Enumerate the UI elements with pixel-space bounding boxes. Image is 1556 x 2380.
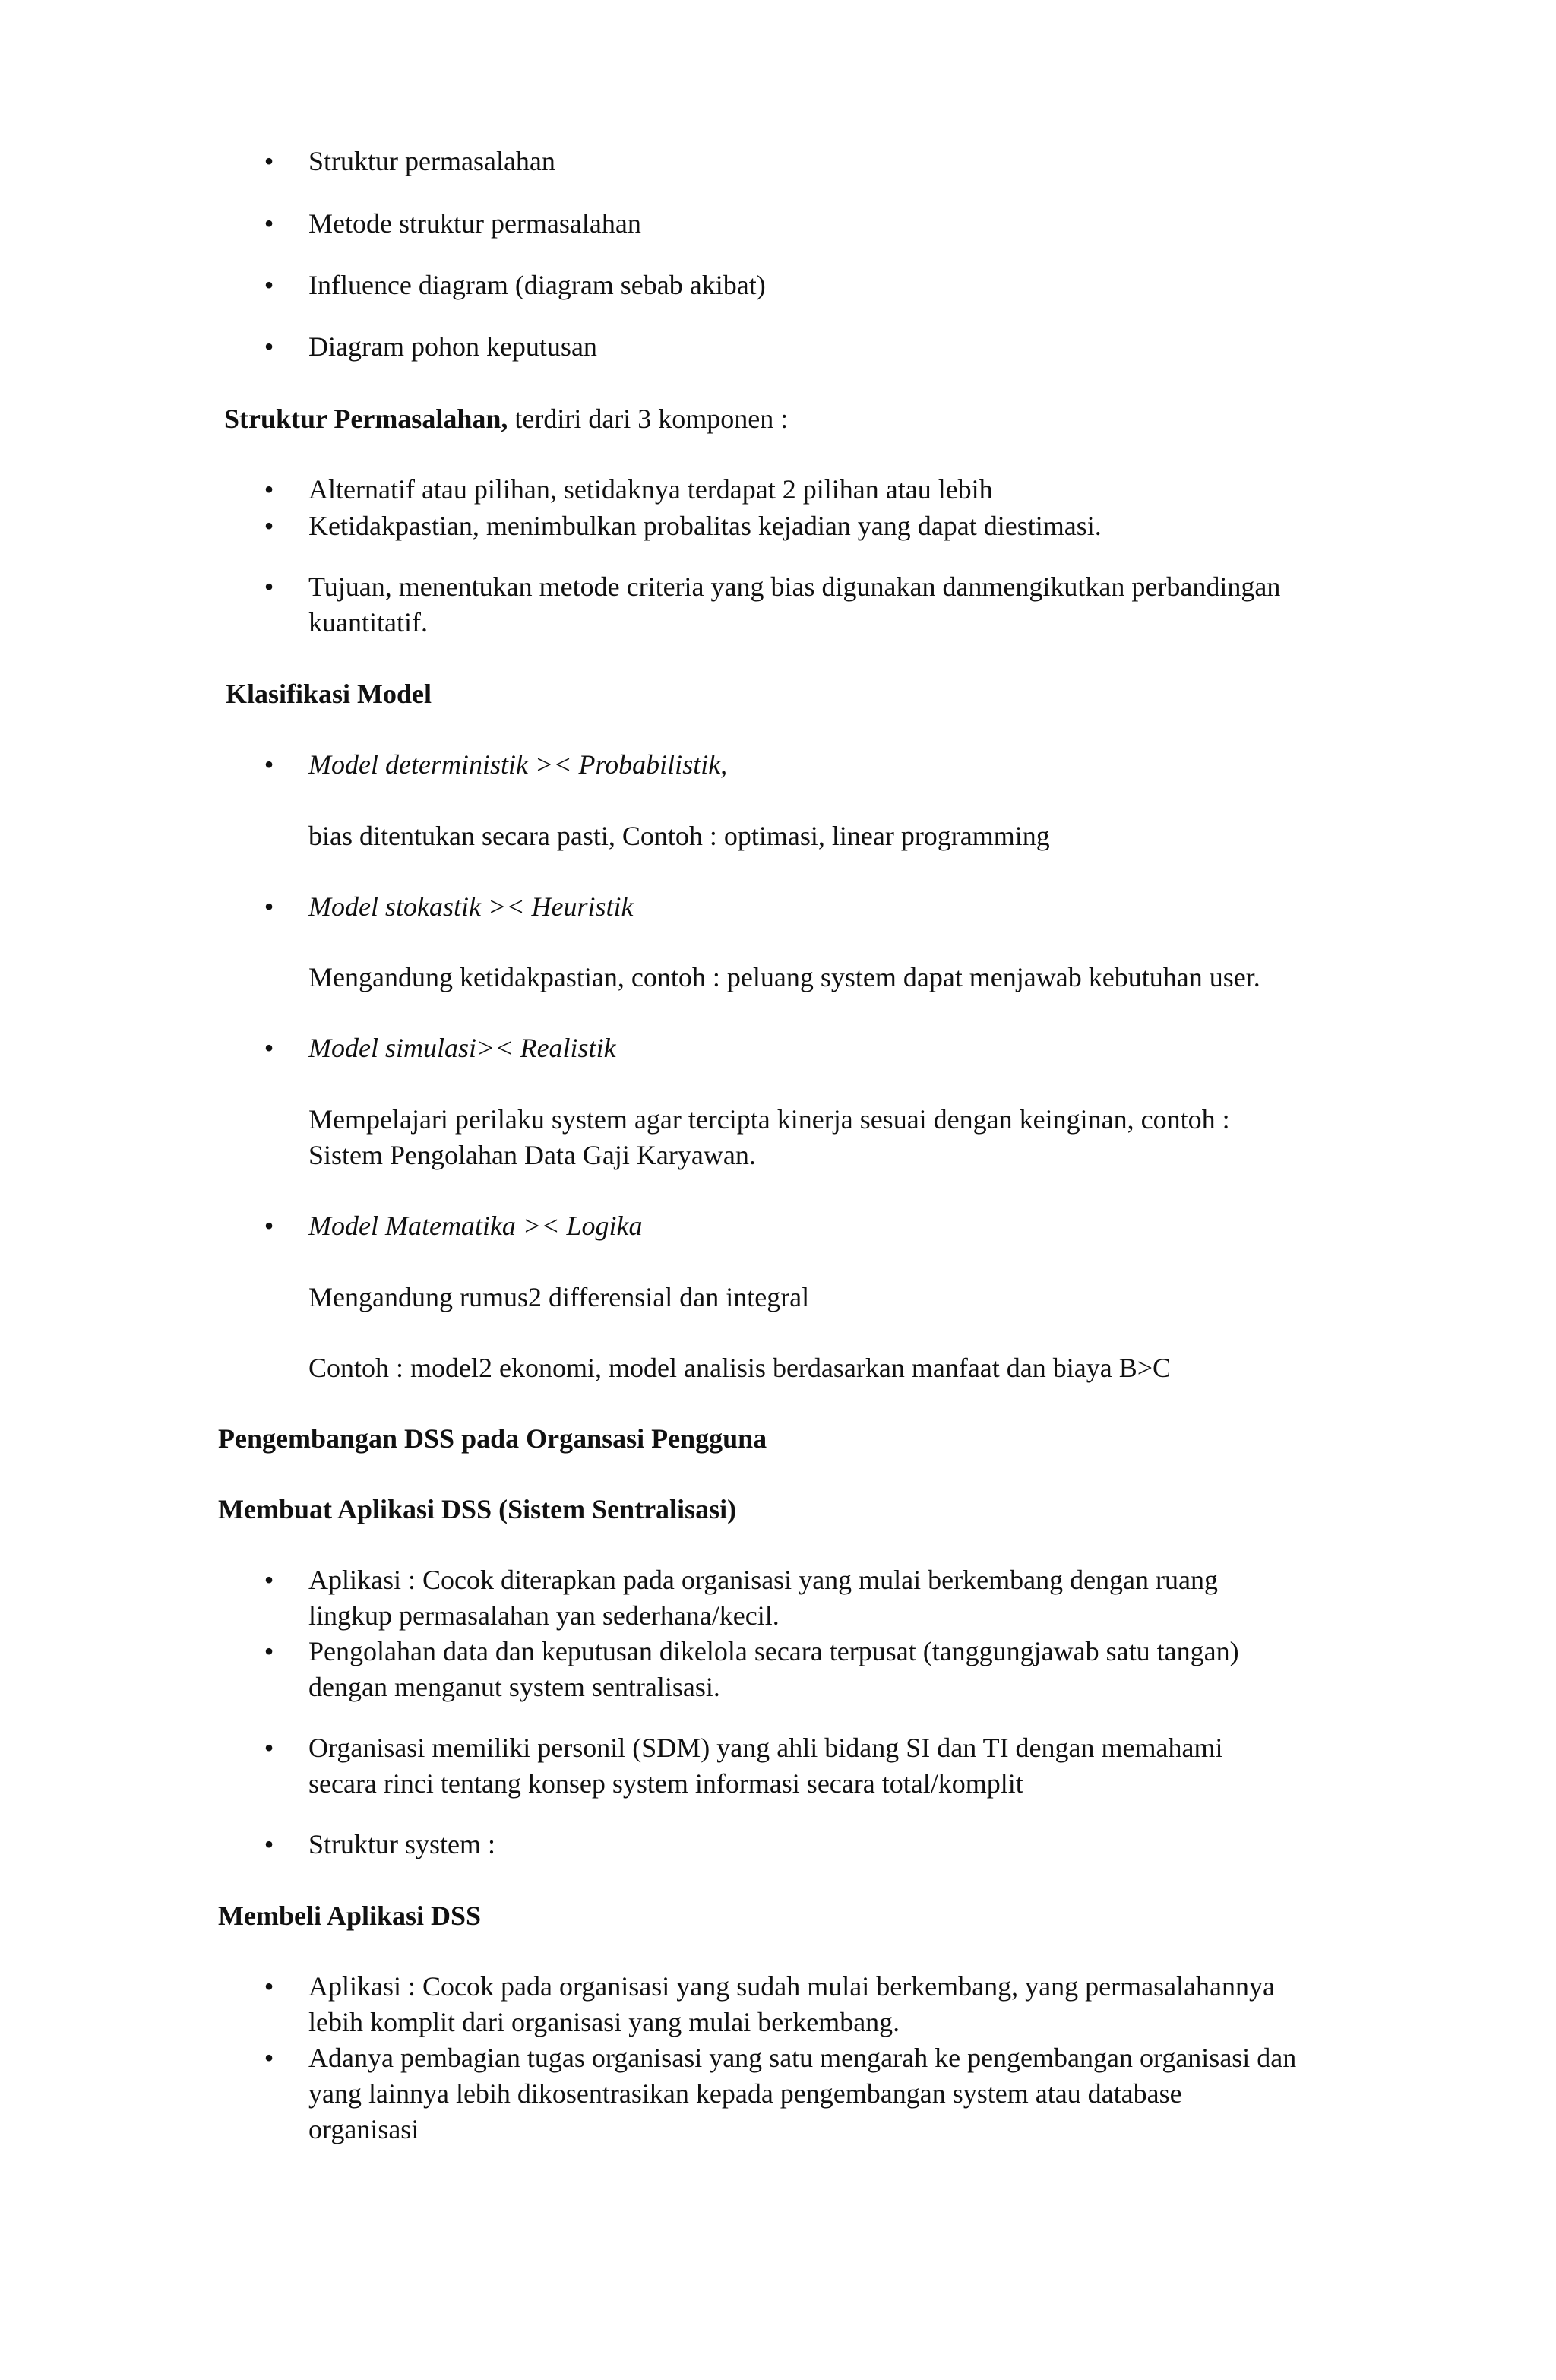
list-item-pembagian-tugas-cont2: organisasi xyxy=(308,2114,419,2144)
list-item-tujuan: Tujuan, menentukan metode criteria yang bias digunakan danmengikutkan perbandingan xyxy=(308,571,1281,602)
list-item-aplikasi-membuat-cont: lingkup permasalahan yan sederhana/kecil. xyxy=(308,1600,780,1631)
model-title-matematika: Model Matematika >< Logika xyxy=(308,1211,643,1241)
bullet-icon: • xyxy=(264,208,274,239)
list-item-alternatif: Alternatif atau pilihan, setidaknya terdapat 2 pilihan atau lebih xyxy=(308,474,993,505)
list-item-pembagian-tugas-cont: yang lainnya lebih dikosentrasikan kepada pengembangan system atau database xyxy=(308,2078,1182,2109)
bullet-icon: • xyxy=(264,749,274,780)
heading-pengembangan-dss: Pengembangan DSS pada Organsasi Pengguna xyxy=(218,1423,767,1454)
list-item-struktur-permasalahan: Struktur permasalahan xyxy=(308,146,555,176)
heading-struktur-rest: terdiri dari 3 komponen : xyxy=(508,404,789,434)
model-desc-simulasi-cont: Sistem Pengolahan Data Gaji Karyawan. xyxy=(308,1140,756,1170)
model-title-simulasi: Model simulasi>< Realistik xyxy=(308,1033,616,1063)
bullet-icon: • xyxy=(264,1033,274,1063)
bullet-icon: • xyxy=(264,1829,274,1859)
heading-klasifikasi-model: Klasifikasi Model xyxy=(226,679,432,709)
list-item-diagram-pohon: Diagram pohon keputusan xyxy=(308,331,597,362)
bullet-icon: • xyxy=(264,270,274,300)
model-title-deterministik: Model deterministik >< Probabilistik, xyxy=(308,749,728,780)
list-item-aplikasi-membuat: Aplikasi : Cocok diterapkan pada organisasi yang mulai berkembang dengan ruang xyxy=(308,1565,1218,1595)
heading-struktur-bold: Struktur Permasalahan, xyxy=(224,404,508,434)
list-item-pembagian-tugas: Adanya pembagian tugas organisasi yang satu mengarah ke pengembangan organisasi dan xyxy=(308,2043,1297,2073)
list-item-struktur-system: Struktur system : xyxy=(308,1829,496,1859)
heading-membeli-aplikasi: Membeli Aplikasi DSS xyxy=(218,1901,482,1931)
bullet-icon: • xyxy=(264,1565,274,1595)
model-desc-stokastik: Mengandung ketidakpastian, contoh : peluang system dapat menjawab kebutuhan user. xyxy=(308,962,1260,992)
bullet-icon: • xyxy=(264,474,274,505)
list-item-organisasi-sdm-cont: secara rinci tentang konsep system informasi secara total/komplit xyxy=(308,1768,1023,1799)
list-item-pengolahan-data-cont: dengan menganut system sentralisasi. xyxy=(308,1672,720,1702)
bullet-icon: • xyxy=(264,571,274,602)
list-item-tujuan-cont: kuantitatif. xyxy=(308,607,428,638)
model-desc-simulasi: Mempelajari perilaku system agar tercipta kinerja sesuai dengan keinginan, contoh : xyxy=(308,1104,1230,1135)
bullet-icon: • xyxy=(264,1733,274,1763)
heading-struktur-permasalahan xyxy=(224,404,788,434)
model-desc-matematika: Mengandung rumus2 differensial dan integral xyxy=(308,1282,810,1312)
bullet-icon: • xyxy=(264,1636,274,1666)
list-item-organisasi-sdm: Organisasi memiliki personil (SDM) yang ahli bidang SI dan TI dengan memahami xyxy=(308,1733,1223,1763)
list-item-pengolahan-data: Pengolahan data dan keputusan dikelola secara terpusat (tanggungjawab satu tangan) xyxy=(308,1636,1239,1666)
list-item-influence-diagram: Influence diagram (diagram sebab akibat) xyxy=(308,270,766,300)
list-item-metode-struktur: Metode struktur permasalahan xyxy=(308,208,641,239)
model-title-stokastik: Model stokastik >< Heuristik xyxy=(308,891,634,922)
bullet-icon: • xyxy=(264,891,274,922)
bullet-icon: • xyxy=(264,1211,274,1241)
list-item-ketidakpastian: Ketidakpastian, menimbulkan probalitas kejadian yang dapat diestimasi. xyxy=(308,511,1102,541)
model-desc-deterministik: bias ditentukan secara pasti, Contoh : optimasi, linear programming xyxy=(308,821,1050,851)
bullet-icon: • xyxy=(264,146,274,176)
bullet-icon: • xyxy=(264,331,274,362)
heading-membuat-aplikasi: Membuat Aplikasi DSS (Sistem Sentralisasi) xyxy=(218,1494,737,1524)
bullet-icon: • xyxy=(264,2043,274,2073)
model-desc-matematika-contoh: Contoh : model2 ekonomi, model analisis berdasarkan manfaat dan biaya B>C xyxy=(308,1353,1172,1383)
bullet-icon: • xyxy=(264,1971,274,2002)
list-item-aplikasi-membeli-cont: lebih komplit dari organisasi yang mulai berkembang. xyxy=(308,2007,900,2037)
list-item-aplikasi-membeli: Aplikasi : Cocok pada organisasi yang sudah mulai berkembang, yang permasalahannya xyxy=(308,1971,1275,2002)
bullet-icon: • xyxy=(264,511,274,541)
